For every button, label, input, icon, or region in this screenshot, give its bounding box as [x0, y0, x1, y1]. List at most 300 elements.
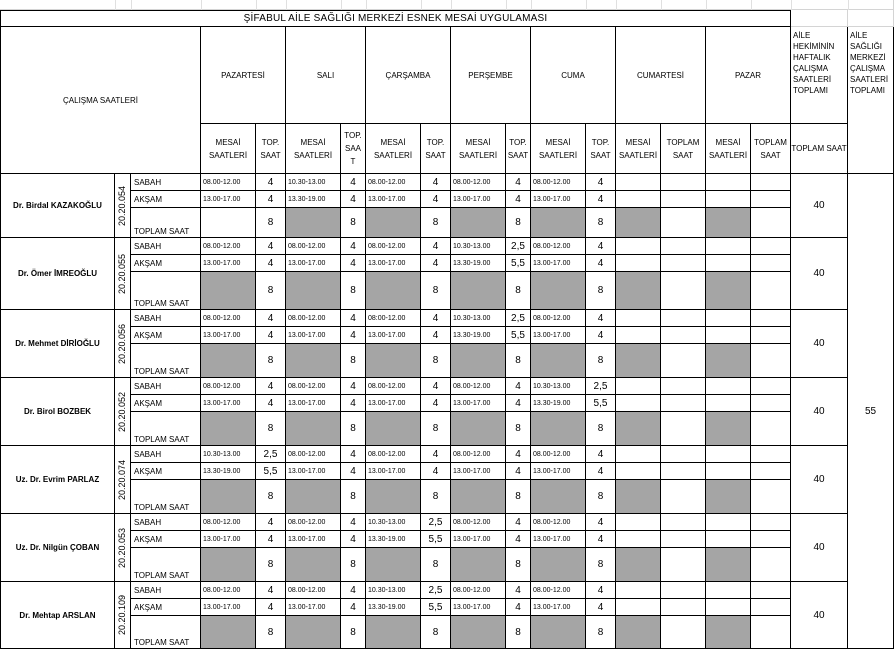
weekend-empty [751, 395, 791, 412]
weekend-total-cell [661, 344, 706, 378]
grid-line [751, 0, 752, 10]
sabah-hours: 4 [506, 174, 531, 191]
day-total: 8 [506, 344, 531, 378]
weekend-empty [706, 582, 751, 599]
sabah-time: 10.30-13.00 [366, 514, 421, 531]
day-header-3: PERŞEMBE [451, 27, 531, 124]
header-line: AİLE [793, 31, 811, 40]
weekend-total-cell [661, 548, 706, 582]
header-line: MESAİ [625, 137, 651, 147]
aksam-hours: 4 [256, 531, 286, 548]
total-shaded-cell [366, 412, 421, 446]
doctor-code-text: 20.20.055 [117, 253, 128, 294]
header-line: SAAT [760, 150, 781, 160]
day-total: 8 [421, 480, 451, 514]
aksam-time: 13.00-17.00 [451, 395, 506, 412]
weekend-total-cell [751, 272, 791, 310]
aksam-time: 13.00-17.00 [451, 599, 506, 616]
aksam-time: 13.00-17.00 [201, 531, 256, 548]
sabah-label: SABAH [131, 310, 201, 327]
header-line: MESAİ [545, 137, 571, 147]
header-line: SAATLERİ [208, 150, 248, 160]
sabah-time: 08.00-12.00 [366, 446, 421, 463]
sabah-hours: 4 [341, 514, 366, 531]
weekend-empty [661, 255, 706, 272]
total-shaded-cell [286, 480, 341, 514]
header-line: SAAT [672, 150, 694, 160]
total-shaded-cell [201, 272, 256, 310]
aksam-hours: 4 [421, 255, 451, 272]
weekend-empty [616, 531, 661, 548]
sub-header-13 [751, 124, 791, 174]
sabah-hours: 4 [421, 310, 451, 327]
aksam-hours: 4 [586, 255, 616, 272]
doctor-name: Dr. Mehmet DİRİOĞLU [0, 310, 115, 378]
day-total: 8 [586, 616, 616, 649]
aksam-time: 13.00-17.00 [286, 255, 341, 272]
sabah-time: 08.00-12.00 [451, 446, 506, 463]
aksam-hours: 4 [586, 463, 616, 480]
sabah-hours: 2,5 [506, 310, 531, 327]
weekend-total-cell [616, 480, 661, 514]
aksam-hours: 4 [506, 463, 531, 480]
weekend-empty [751, 327, 791, 344]
sabah-hours: 4 [256, 514, 286, 531]
sabah-hours: 4 [256, 582, 286, 599]
aksam-time: 13.30-19.00 [451, 327, 506, 344]
aksam-hours: 4 [586, 599, 616, 616]
aksam-hours: 4 [256, 599, 286, 616]
doctor-code-text: 20.20.074 [117, 459, 128, 500]
header-line: MESAİ [215, 137, 241, 147]
aksam-time: 13.00-17.00 [366, 327, 421, 344]
sabah-time: 10.30-13.00 [366, 582, 421, 599]
sabah-hours: 4 [421, 238, 451, 255]
calisma-saatleri-header: ÇALIŞMA SAATLERİ [0, 27, 201, 174]
weekend-total-cell [706, 480, 751, 514]
aksam-hours: 4 [256, 395, 286, 412]
aksam-time: 13.00-17.00 [286, 395, 341, 412]
day-total: 8 [586, 208, 616, 238]
aksam-label: AKŞAM [131, 255, 201, 272]
day-header-2: ÇARŞAMBA [366, 27, 451, 124]
doctor-code-text: 20.20.054 [117, 185, 128, 226]
header-line: SAAT [260, 150, 281, 160]
aksam-label: AKŞAM [131, 599, 201, 616]
weekend-total-cell [751, 616, 791, 649]
header-line: HEKİMİNİN [793, 42, 835, 51]
day-total: 8 [256, 480, 286, 514]
sabah-hours: 4 [421, 174, 451, 191]
grid-line [421, 0, 422, 10]
header-line: SAATLERİ [618, 150, 658, 160]
header-line: ÇALIŞMA [793, 64, 829, 73]
day-total: 8 [256, 208, 286, 238]
weekend-empty [706, 238, 751, 255]
sub-header-4 [366, 124, 421, 174]
aksam-hours: 4 [256, 327, 286, 344]
aksam-hours: 4 [256, 255, 286, 272]
sabah-time: 08.00-12.00 [531, 446, 586, 463]
doctor-name: Dr. Birol BOZBEK [0, 378, 115, 446]
sub-header-12 [706, 124, 751, 174]
day-total: 8 [586, 548, 616, 582]
aksam-label: AKŞAM [131, 463, 201, 480]
sabah-hours: 4 [586, 514, 616, 531]
aksam-time: 13.00-17.00 [366, 191, 421, 208]
total-shaded-cell [201, 208, 256, 238]
weekend-empty [706, 599, 751, 616]
sub-header-6 [451, 124, 506, 174]
day-header-0: PAZARTESİ [201, 27, 286, 124]
sabah-time: 10.30-13.00 [451, 238, 506, 255]
sabah-label: SABAH [131, 238, 201, 255]
grid-line [586, 0, 587, 10]
sabah-label: SABAH [131, 446, 201, 463]
weekend-total-cell [616, 548, 661, 582]
sabah-time: 08.00-12.00 [286, 582, 341, 599]
weekend-empty [661, 310, 706, 327]
header-line: ÇALIŞMA [850, 64, 886, 73]
day-header-6: PAZAR [706, 27, 791, 124]
weekend-empty [751, 174, 791, 191]
day-header-4: CUMA [531, 27, 616, 124]
grid-line [366, 0, 367, 10]
sabah-hours: 4 [256, 238, 286, 255]
sabah-time: 08.00-12.00 [531, 514, 586, 531]
aksam-hours: 5,5 [421, 599, 451, 616]
sub-header-5 [421, 124, 451, 174]
doctor-code-text: 20.20.109 [117, 594, 128, 636]
weekend-empty [706, 514, 751, 531]
sabah-time: 08.00-12.00 [286, 238, 341, 255]
sabah-hours: 4 [421, 446, 451, 463]
weekend-total-cell [751, 344, 791, 378]
aksam-hours: 4 [586, 531, 616, 548]
grid-line [791, 0, 792, 10]
grid-line [661, 0, 662, 10]
sub-header-3 [341, 124, 366, 174]
sabah-hours: 2,5 [256, 446, 286, 463]
total-shaded-cell [366, 548, 421, 582]
doctor-code [115, 514, 131, 582]
page-title: ŞİFABUL AİLE SAĞLIĞI MERKEZİ ESNEK MESAİ UYGULAMASI [0, 10, 791, 27]
doctor-name: Uz. Dr. Evrim PARLAZ [0, 446, 115, 514]
weekend-total-cell [661, 616, 706, 649]
weekend-empty [616, 191, 661, 208]
sabah-time: 08.00-12.00 [366, 378, 421, 395]
aksam-hours: 5,5 [256, 463, 286, 480]
weekend-total-cell [706, 208, 751, 238]
aksam-hours: 4 [506, 531, 531, 548]
aksam-hours: 4 [506, 599, 531, 616]
weekend-empty [751, 191, 791, 208]
aksam-hours: 4 [256, 191, 286, 208]
aksam-time: 13.00-17.00 [531, 255, 586, 272]
aksam-hours: 4 [341, 463, 366, 480]
sabah-time: 08.00-12.00 [366, 174, 421, 191]
sabah-time: 08.00-12.00 [286, 378, 341, 395]
aksam-hours: 4 [506, 395, 531, 412]
sabah-label: SABAH [131, 514, 201, 531]
total-shaded-cell [366, 480, 421, 514]
aksam-time: 13.00-17.00 [286, 599, 341, 616]
day-total: 8 [341, 412, 366, 446]
sabah-hours: 4 [256, 378, 286, 395]
weekend-total-cell [661, 272, 706, 310]
day-header-1: SALI [286, 27, 366, 124]
weekly-total: 40 [791, 514, 848, 582]
weekend-total-cell [751, 480, 791, 514]
header-line: TOPLAM [754, 137, 787, 147]
grid-line [131, 0, 132, 10]
weekend-empty [706, 378, 751, 395]
weekend-empty [751, 582, 791, 599]
header-line: SAĞLIĞI [850, 42, 883, 51]
weekend-empty [706, 174, 751, 191]
total-shaded-cell [451, 344, 506, 378]
day-total: 8 [421, 272, 451, 310]
grid-line [706, 0, 707, 10]
header-line: SAA [344, 144, 361, 153]
aksam-hours: 5,5 [506, 255, 531, 272]
header-line: TOPLAMI [850, 86, 885, 95]
sabah-hours: 4 [506, 446, 531, 463]
toplam-saat-col-header: TOPLAM SAAT [791, 124, 848, 174]
sabah-hours: 4 [421, 378, 451, 395]
total-shaded-cell [366, 616, 421, 649]
total-shaded-cell [201, 344, 256, 378]
header-line: MESAİ [465, 137, 491, 147]
aksam-label: AKŞAM [131, 531, 201, 548]
sabah-time: 10.30-13.00 [531, 378, 586, 395]
doctor-code-text: 20.20.052 [117, 391, 128, 432]
header-line: TOPLAMI [793, 86, 828, 95]
grid-line [341, 0, 342, 10]
weekend-total-cell [706, 616, 751, 649]
header-line: T [350, 157, 356, 166]
weekend-total-cell [661, 412, 706, 446]
weekend-empty [661, 446, 706, 463]
total-shaded-cell [451, 412, 506, 446]
sabah-time: 10.30-13.00 [451, 310, 506, 327]
sabah-time: 08.00-12.00 [451, 174, 506, 191]
aksam-time: 13.30-19.00 [366, 531, 421, 548]
weekly-total: 40 [791, 238, 848, 310]
day-total: 8 [256, 548, 286, 582]
sub-header-10 [616, 124, 661, 174]
weekend-empty [616, 310, 661, 327]
day-total: 8 [506, 548, 531, 582]
doctor-name: Dr. Mehtap ARSLAN [0, 582, 115, 649]
weekend-empty [751, 463, 791, 480]
weekend-empty [661, 191, 706, 208]
weekend-empty [616, 514, 661, 531]
aksam-hours: 4 [341, 395, 366, 412]
header-line: SAATLERİ [708, 150, 748, 160]
doctor-code [115, 582, 131, 649]
sabah-time: 08.00-12.00 [531, 238, 586, 255]
aksam-time: 13.00-17.00 [451, 191, 506, 208]
aksam-time: 13.00-17.00 [201, 255, 256, 272]
aksam-time: 13.00-17.00 [531, 599, 586, 616]
title-gap [791, 10, 848, 27]
header-line: SAAT [425, 150, 446, 160]
aksam-time: 13.00-17.00 [531, 327, 586, 344]
day-total: 8 [586, 480, 616, 514]
aksam-time: 13.00-17.00 [451, 531, 506, 548]
day-total: 8 [256, 344, 286, 378]
aksam-time: 13.00-17.00 [451, 463, 506, 480]
aksam-time: 13.30-19.00 [286, 191, 341, 208]
sabah-hours: 4 [586, 174, 616, 191]
sabah-time: 08.00-12.00 [286, 446, 341, 463]
sabah-hours: 4 [341, 446, 366, 463]
weekend-empty [616, 599, 661, 616]
weekend-empty [616, 238, 661, 255]
sabah-hours: 4 [341, 238, 366, 255]
sabah-time: 08.00-12.00 [531, 310, 586, 327]
weekend-empty [751, 514, 791, 531]
header-line: SAATLERİ [458, 150, 498, 160]
total-shaded-cell [201, 616, 256, 649]
aksam-time: 13.00-17.00 [201, 191, 256, 208]
weekend-empty [661, 327, 706, 344]
weekend-empty [706, 191, 751, 208]
weekend-empty [616, 255, 661, 272]
header-line: AİLE [850, 31, 868, 40]
total-shaded-cell [531, 480, 586, 514]
weekend-empty [751, 446, 791, 463]
aksam-hours: 4 [421, 327, 451, 344]
header-line: MESAİ [300, 137, 326, 147]
aksam-time: 13.00-17.00 [286, 531, 341, 548]
grid-line [616, 0, 617, 10]
sabah-label: SABAH [131, 174, 201, 191]
sabah-time: 08.00-12.00 [451, 378, 506, 395]
aksam-hours: 4 [341, 255, 366, 272]
grid-line [531, 0, 532, 10]
total-shaded-cell [286, 208, 341, 238]
weekend-empty [751, 255, 791, 272]
weekend-empty [706, 531, 751, 548]
total-shaded-cell [531, 548, 586, 582]
sabah-hours: 2,5 [421, 582, 451, 599]
day-total: 8 [506, 616, 531, 649]
weekend-empty [661, 395, 706, 412]
grid-line [256, 0, 257, 10]
sabah-time: 10.30-13.00 [201, 446, 256, 463]
sabah-hours: 4 [586, 446, 616, 463]
sabah-hours: 4 [506, 514, 531, 531]
aksam-hours: 5,5 [421, 531, 451, 548]
day-total: 8 [586, 344, 616, 378]
sabah-hours: 4 [506, 378, 531, 395]
aksam-time: 13.30-19.00 [531, 395, 586, 412]
sabah-label: SABAH [131, 378, 201, 395]
day-total: 8 [256, 412, 286, 446]
total-shaded-cell [451, 480, 506, 514]
sub-header-11 [661, 124, 706, 174]
header-line: TOPLAM [666, 137, 700, 147]
weekly-total: 40 [791, 174, 848, 238]
aksam-time: 13.00-17.00 [366, 463, 421, 480]
sabah-hours: 4 [341, 582, 366, 599]
toplam-saat-label: TOPLAM SAAT [131, 412, 201, 446]
grid-line [848, 0, 849, 10]
grid-line [115, 0, 116, 10]
weekend-empty [706, 255, 751, 272]
doctor-code [115, 378, 131, 446]
toplam-saat-label: TOPLAM SAAT [131, 480, 201, 514]
weekend-total-cell [751, 208, 791, 238]
weekend-total-cell [751, 548, 791, 582]
header-line: SAAT [507, 150, 529, 160]
aksam-label: AKŞAM [131, 327, 201, 344]
day-total: 8 [506, 272, 531, 310]
weekly-total: 40 [791, 378, 848, 446]
total-shaded-cell [286, 344, 341, 378]
weekly-total: 40 [791, 310, 848, 378]
weekend-empty [751, 238, 791, 255]
sub-header-0 [201, 124, 256, 174]
sabah-hours: 4 [341, 378, 366, 395]
weekend-empty [751, 310, 791, 327]
weekend-empty [616, 446, 661, 463]
aksam-hours: 4 [421, 191, 451, 208]
aksam-hours: 5,5 [586, 395, 616, 412]
grid-line [451, 0, 452, 10]
header-line: SAATLERİ [293, 150, 333, 160]
doctor-name: Dr. Ömer İMREOĞLU [0, 238, 115, 310]
weekend-total-cell [616, 616, 661, 649]
weekend-empty [616, 395, 661, 412]
weekend-empty [751, 599, 791, 616]
grid-line [286, 0, 287, 10]
day-total: 8 [421, 344, 451, 378]
aksam-hours: 4 [341, 327, 366, 344]
total-shaded-cell [451, 208, 506, 238]
sub-header-9 [586, 124, 616, 174]
day-total: 8 [421, 616, 451, 649]
sabah-time: 08.00-12.00 [201, 514, 256, 531]
aksam-hours: 4 [421, 395, 451, 412]
title-gap [848, 10, 894, 27]
weekly-total: 40 [791, 446, 848, 514]
doctor-code [115, 446, 131, 514]
toplam-saat-label: TOPLAM SAAT [131, 272, 201, 310]
doctor-name: Dr. Birdal KAZAKOĞLU [0, 174, 115, 238]
day-total: 8 [506, 208, 531, 238]
weekend-empty [616, 378, 661, 395]
aksam-time: 13.00-17.00 [366, 395, 421, 412]
weekly-total: 40 [791, 582, 848, 649]
sabah-time: 08.00-12.00 [286, 310, 341, 327]
sabah-hours: 4 [341, 174, 366, 191]
sabah-hours: 4 [586, 238, 616, 255]
aksam-hours: 5,5 [506, 327, 531, 344]
aksam-hours: 4 [586, 191, 616, 208]
header-line: SAATLERİ [793, 75, 832, 84]
doctor-code-text: 20.20.056 [117, 323, 128, 364]
aksam-time: 13.30-19.00 [201, 463, 256, 480]
weekend-empty [616, 463, 661, 480]
header-line: TOP. [509, 137, 527, 147]
header-line: TOP. [591, 137, 610, 147]
doctor-name: Uz. Dr. Nilgün ÇOBAN [0, 514, 115, 582]
sabah-time: 08.00-12.00 [366, 238, 421, 255]
weekend-empty [661, 174, 706, 191]
